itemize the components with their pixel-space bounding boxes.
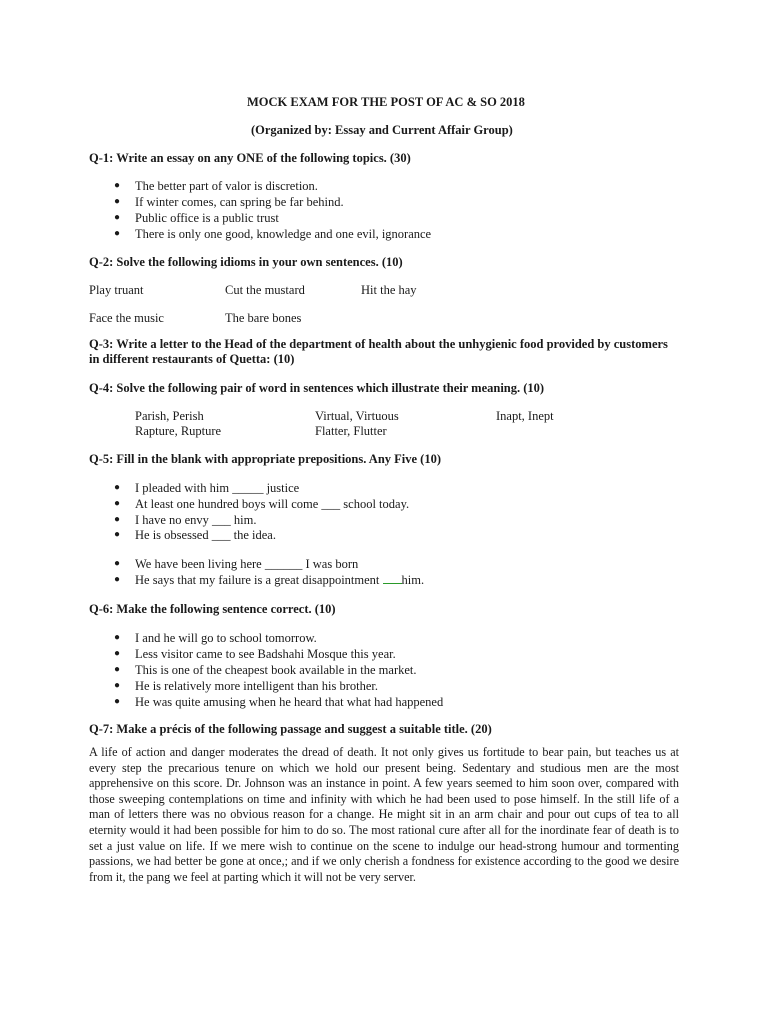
blank-underline — [383, 572, 402, 584]
q6-heading: Q-6: Make the following sentence correct. (10) — [89, 602, 336, 616]
list-item — [114, 512, 257, 528]
list-item-text: At least one hundred boys will come ___ school today. — [135, 497, 410, 511]
bullet-icon: ● — [114, 696, 121, 707]
bullet-icon: ● — [114, 648, 121, 659]
list-item — [114, 226, 432, 242]
list-item-text: He was quite amusing when he heard that what had happened — [135, 695, 444, 709]
list-item — [114, 646, 396, 662]
q3-heading: Q-3: Write a letter to the Head of the department of health about the unhygienic food provided by customers in different restaurants of Quetta: (10) — [89, 337, 668, 366]
bullet-icon: ● — [114, 680, 121, 691]
list-item — [114, 694, 444, 710]
list-item — [114, 556, 359, 572]
idiom-item: The bare bones — [225, 311, 302, 325]
bullet-icon: ● — [114, 212, 121, 223]
list-item-text: The better part of valor is discretion. — [135, 179, 318, 193]
list-item — [114, 572, 425, 588]
q4-heading: Q-4: Solve the following pair of word in sentences which illustrate their meaning. (10) — [89, 381, 545, 395]
exam-subtitle: (Organized by: Essay and Current Affair Group) — [251, 123, 513, 137]
idiom-item: Cut the mustard — [225, 283, 305, 297]
bullet-icon: ● — [114, 196, 121, 207]
word-pair: Flatter, Flutter — [315, 424, 387, 438]
list-item-text: Less visitor came to see Badshahi Mosque this year. — [135, 647, 396, 661]
bullet-icon: ● — [114, 498, 121, 509]
list-item — [114, 210, 279, 226]
list-item — [114, 678, 378, 694]
bullet-icon: ● — [114, 482, 121, 493]
bullet-icon: ● — [114, 558, 121, 569]
list-item-text: This is one of the cheapest book available in the market. — [135, 663, 417, 677]
bullet-icon: ● — [114, 574, 121, 585]
list-item — [114, 178, 318, 194]
q2-heading: Q-2: Solve the following idioms in your own sentences. (10) — [89, 255, 403, 269]
q7-heading: Q-7: Make a précis of the following passage and suggest a suitable title. (20) — [89, 722, 492, 736]
bullet-icon: ● — [114, 664, 121, 675]
list-item — [114, 194, 344, 210]
bullet-icon: ● — [114, 228, 121, 239]
list-item — [114, 527, 276, 543]
word-pair: Rapture, Rupture — [135, 424, 222, 438]
list-item-text: He says that my failure is a great disappointment — [135, 573, 380, 587]
bullet-icon: ● — [114, 529, 121, 540]
list-item — [114, 662, 417, 678]
list-item — [114, 630, 317, 646]
list-item-text: Public office is a public trust — [135, 211, 279, 225]
q1-heading: Q-1: Write an essay on any ONE of the following topics. (30) — [89, 151, 411, 165]
list-item-text: I and he will go to school tomorrow. — [135, 631, 317, 645]
list-item — [114, 480, 300, 496]
idiom-item: Play truant — [89, 283, 144, 297]
precis-passage: A life of action and danger moderates the dread of death. It not only gives us fortitude to bear pain, but teaches us at every step the precarious tenure on which we hold our present being. Sedentary and studious men are the most apprehensive on this score. Dr. Johnson was an instance in point. A few years seemed to him soon over, compared with those sweeping contemplations on time and infinity with which he had been used to pose himself. In the still life of a man of letters there was no obvious reason for a change. He might sit in an arm chair and pour out cups of tea to all eternity would it had been possible for him to do so. The most rational cure after all for the inordinate fear of death is to set a just value on life. If we mere wish to continue on the scene to indulge our head-strong humour and tormenting passions, we had better be gone at once,; and if we only cherish a fondness for existence according to the good we desire from it, the pang we feel at parting which it will not be very server. — [89, 745, 679, 884]
idiom-item: Hit the hay — [361, 283, 417, 297]
list-item-text: He is relatively more intelligent than his brother. — [135, 679, 378, 693]
list-item-text: He is obsessed ___ the idea. — [135, 528, 276, 542]
list-item-text: If winter comes, can spring be far behind. — [135, 195, 344, 209]
idiom-item: Face the music — [89, 311, 164, 325]
word-pair: Virtual, Virtuous — [315, 409, 399, 423]
bullet-icon: ● — [114, 632, 121, 643]
list-item-text: I pleaded with him _____ justice — [135, 481, 300, 495]
word-pair: Inapt, Inept — [496, 409, 554, 423]
list-item-text: There is only one good, knowledge and one evil, ignorance — [135, 227, 432, 241]
list-item-text: We have been living here ______ I was born — [135, 557, 359, 571]
list-item-text-end: him. — [401, 573, 425, 587]
q5-heading: Q-5: Fill in the blank with appropriate prepositions. Any Five (10) — [89, 452, 442, 466]
list-item — [114, 496, 410, 512]
list-item-text: I have no envy ___ him. — [135, 513, 257, 527]
bullet-icon: ● — [114, 514, 121, 525]
word-pair: Parish, Perish — [135, 409, 204, 423]
exam-title: MOCK EXAM FOR THE POST OF AC & SO 2018 — [247, 95, 525, 109]
bullet-icon: ● — [114, 180, 121, 191]
